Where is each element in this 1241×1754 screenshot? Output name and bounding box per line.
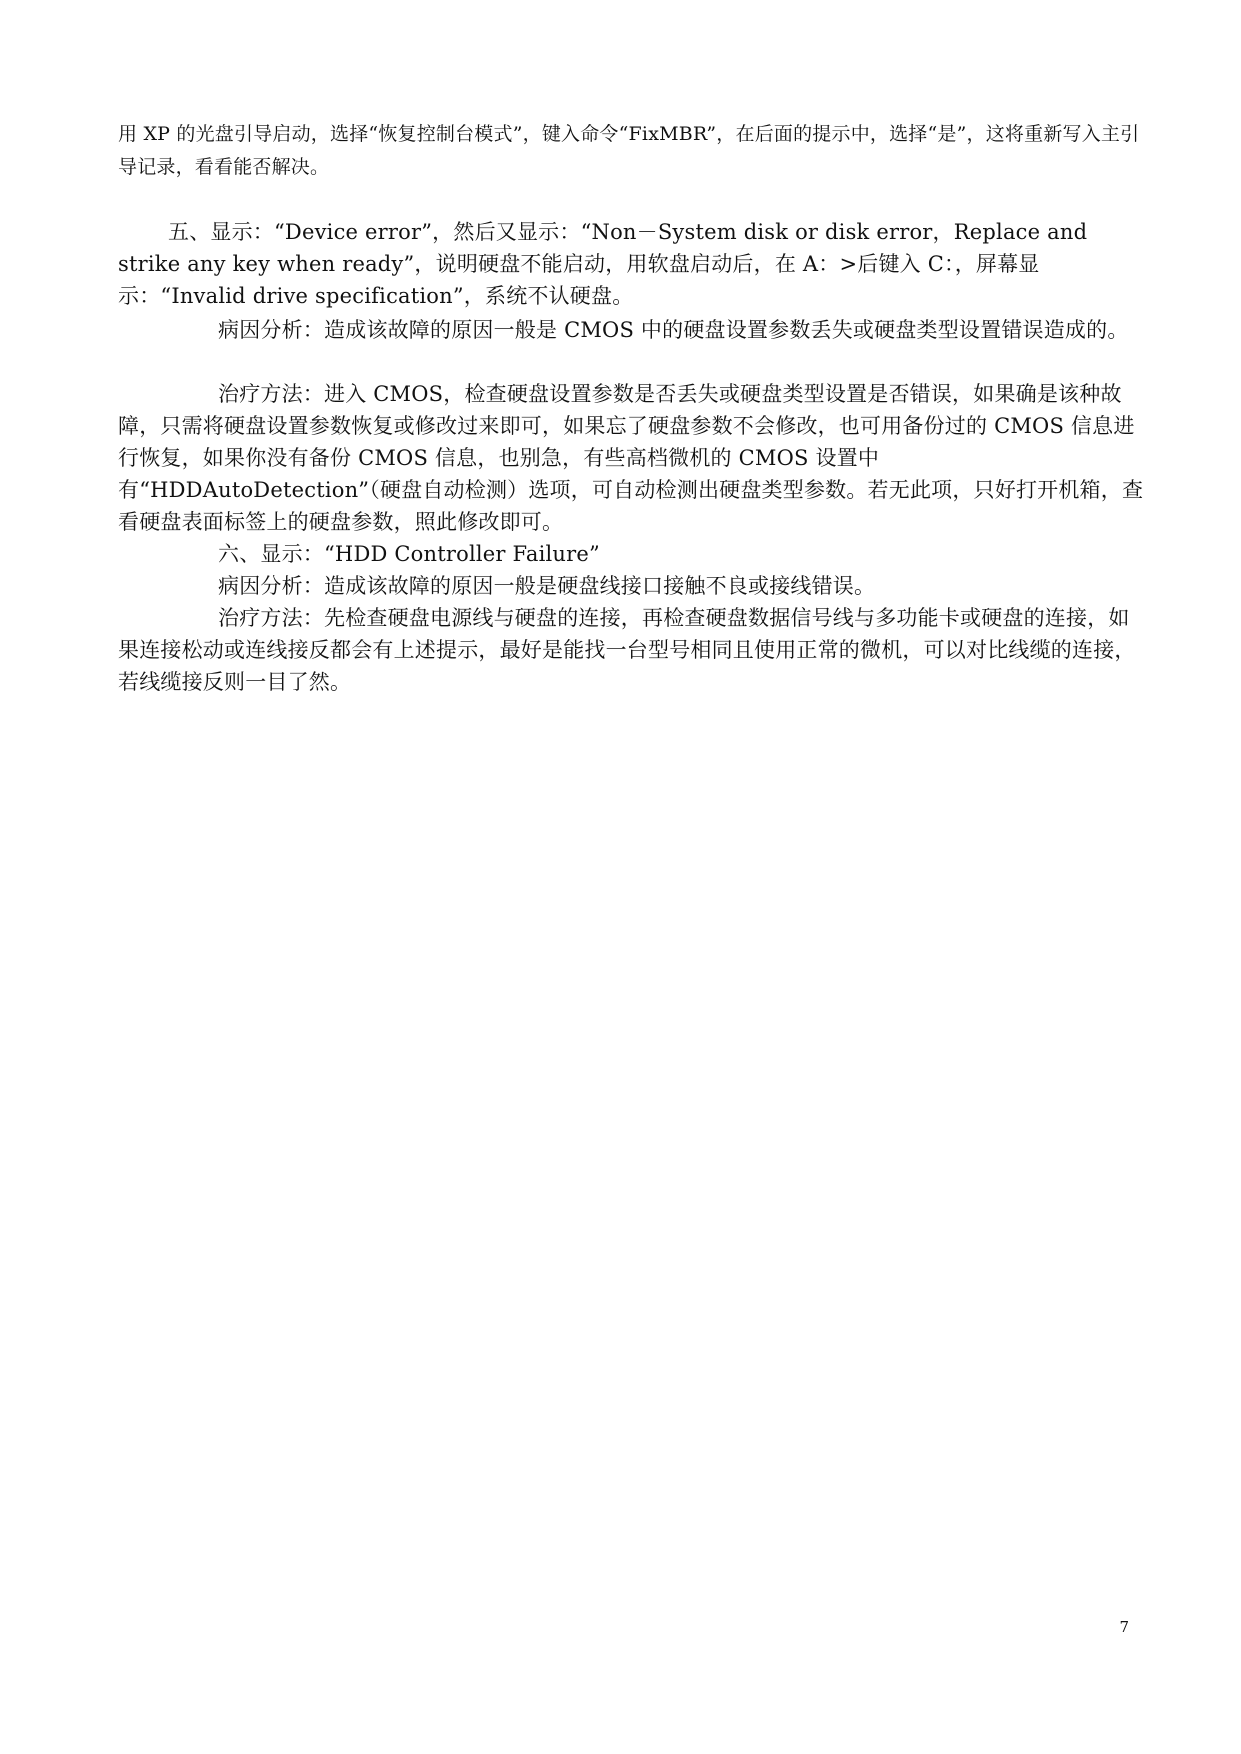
paragraph-hdd-controller-failure: 六、显示：“HDD Controller Failure” [218,542,600,566]
paragraph-device-error: 五、显示：“Device error”，然后又显示：“Non－System disk or disk error，Replace and strike any key when ready”，说明硬盘不能启动，用软盘启动后，在 A：>后键入 C：，屏幕显示：“Invalid drive specification”，系统不认硬盘。 [118,220,1088,308]
paragraph-cmos-cause: 病因分析：造成该故障的原因一般是 CMOS 中的硬盘设置参数丢失或硬盘类型设置错误造成的。 [218,318,1129,342]
paragraph-fixmbr-instruction: 用 XP 的光盘引导启动，选择“恢复控制台模式”，键入命令“FixMBR”，在后面的提示中，选择“是”，这将重新写入主引导记录，看看能否解决。 [118,123,1140,178]
paragraph-hdd-cause: 病因分析：造成该故障的原因一般是硬盘线接口接触不良或接线错误。 [218,574,876,598]
paragraph-cmos-treatment: 治疗方法：进入 CMOS，检查硬盘设置参数是否丢失或硬盘类型设置是否错误，如果确是该种故障，只需将硬盘设置参数恢复或修改过来即可，如果忘了硬盘参数不会修改，也可用备份过的 CMOS 信息进行恢复，如果你没有备份 CMOS 信息，也别急，有些高档微机的 CMOS 设置中有“HDDAutoDetection”（硬盘自动检测）选项，可自动检测出硬盘类型参数。若无此项，只好打开机箱，查看硬盘表面标签上的硬盘参数，照此修改即可。 [118,382,1144,534]
page-number: 7 [1119,1618,1129,1636]
paragraph-hdd-treatment: 治疗方法：先检查硬盘电源线与硬盘的连接，再检查硬盘数据信号线与多功能卡或硬盘的连接，如果连接松动或连线接反都会有上述提示，最好是能找一台型号相同且使用正常的微机，可以对比线缆的连接，若线缆接反则一目了然。 [118,606,1136,694]
